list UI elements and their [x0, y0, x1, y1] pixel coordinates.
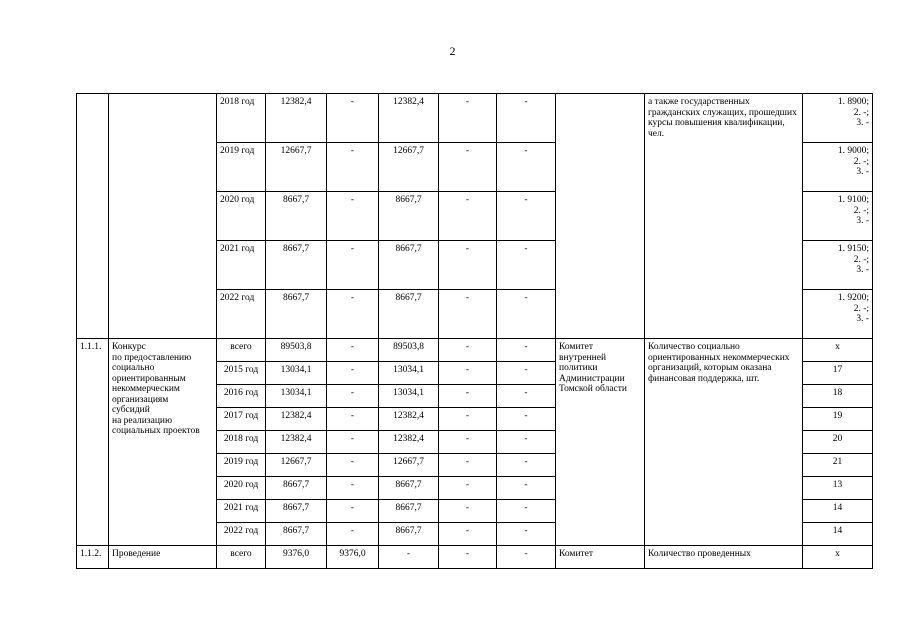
cell-local: - — [439, 477, 497, 500]
cell-local: - — [439, 546, 497, 569]
cell-number — [77, 94, 109, 339]
cell-indicator-value: 20 — [803, 431, 873, 454]
cell-total: 9376,0 — [266, 546, 327, 569]
cell-extrabudget: - — [497, 362, 556, 385]
cell-extrabudget: - — [497, 339, 556, 362]
cell-total: 8667,7 — [266, 523, 327, 546]
cell-total: 12382,4 — [266, 408, 327, 431]
cell-federal: - — [327, 523, 379, 546]
cell-federal: - — [327, 290, 379, 339]
cell-local: - — [439, 241, 497, 290]
table-body — [77, 94, 873, 569]
cell-extrabudget: - — [497, 454, 556, 477]
cell-year: всего — [217, 546, 266, 569]
cell-local: - — [439, 500, 497, 523]
cell-federal: - — [327, 431, 379, 454]
cell-total: 12382,4 — [266, 431, 327, 454]
program-budget-table — [76, 93, 873, 569]
cell-year: 2022 год — [217, 290, 266, 339]
cell-year: 2015 год — [217, 362, 266, 385]
cell-federal: - — [327, 241, 379, 290]
cell-executor: Комитет внутренней политики Администрации Томской области — [556, 339, 645, 546]
cell-year: 2018 год — [217, 431, 266, 454]
cell-year: всего — [217, 339, 266, 362]
cell-federal: - — [327, 500, 379, 523]
cell-local: - — [439, 454, 497, 477]
cell-local: - — [439, 143, 497, 192]
cell-regional: 8667,7 — [379, 192, 439, 241]
cell-extrabudget: - — [497, 94, 556, 143]
cell-federal: - — [327, 477, 379, 500]
cell-local: - — [439, 523, 497, 546]
cell-name: Проведение — [109, 546, 217, 569]
cell-year: 2017 год — [217, 408, 266, 431]
cell-extrabudget: - — [497, 477, 556, 500]
cell-extrabudget: - — [497, 143, 556, 192]
cell-federal: - — [327, 339, 379, 362]
cell-regional: 89503,8 — [379, 339, 439, 362]
table-row — [77, 94, 873, 143]
cell-local: - — [439, 94, 497, 143]
cell-extrabudget: - — [497, 500, 556, 523]
cell-regional: 12667,7 — [379, 454, 439, 477]
cell-regional: 8667,7 — [379, 477, 439, 500]
cell-year: 2021 год — [217, 500, 266, 523]
cell-name — [109, 94, 217, 339]
cell-total: 8667,7 — [266, 290, 327, 339]
cell-executor: Комитет — [556, 546, 645, 569]
page-number: 2 — [449, 44, 456, 58]
cell-local: - — [439, 339, 497, 362]
cell-total: 12667,7 — [266, 454, 327, 477]
cell-extrabudget: - — [497, 546, 556, 569]
cell-extrabudget: - — [497, 192, 556, 241]
cell-year: 2020 год — [217, 477, 266, 500]
cell-local: - — [439, 192, 497, 241]
cell-federal: - — [327, 362, 379, 385]
cell-year: 2022 год — [217, 523, 266, 546]
table-row — [77, 546, 873, 569]
cell-regional: 13034,1 — [379, 362, 439, 385]
cell-federal: - — [327, 94, 379, 143]
cell-number: 1.1.2. — [77, 546, 109, 569]
cell-federal: - — [327, 192, 379, 241]
cell-regional: 13034,1 — [379, 385, 439, 408]
cell-indicator-value: 19 — [803, 408, 873, 431]
cell-total: 12667,7 — [266, 143, 327, 192]
cell-regional: 8667,7 — [379, 241, 439, 290]
cell-total: 13034,1 — [266, 362, 327, 385]
cell-indicator-value: 13 — [803, 477, 873, 500]
cell-regional: 12382,4 — [379, 94, 439, 143]
cell-total: 13034,1 — [266, 385, 327, 408]
cell-number: 1.1.1. — [77, 339, 109, 546]
cell-local: - — [439, 431, 497, 454]
cell-indicator: Количество социально ориентированных некоммерческих организаций, которым оказана финансовая поддержка, шт. — [645, 339, 803, 546]
cell-indicator-value: 21 — [803, 454, 873, 477]
cell-indicator-value: 14 — [803, 523, 873, 546]
cell-indicator-value: 17 — [803, 362, 873, 385]
cell-extrabudget: - — [497, 408, 556, 431]
cell-federal: - — [327, 408, 379, 431]
cell-total: 12382,4 — [266, 94, 327, 143]
cell-indicator: а также государственных гражданских служащих, прошедших курсы повышения квалификации, чел. — [645, 94, 803, 339]
cell-indicator-value: 1. 9100; 2. -; 3. - — [803, 192, 873, 241]
cell-indicator-value: 1. 9150; 2. -; 3. - — [803, 241, 873, 290]
cell-local: - — [439, 385, 497, 408]
cell-year: 2019 год — [217, 143, 266, 192]
cell-year: 2021 год — [217, 241, 266, 290]
cell-extrabudget: - — [497, 523, 556, 546]
cell-federal: - — [327, 454, 379, 477]
cell-indicator-value: 14 — [803, 500, 873, 523]
cell-regional: 8667,7 — [379, 500, 439, 523]
cell-total: 8667,7 — [266, 241, 327, 290]
cell-indicator-value: 18 — [803, 385, 873, 408]
cell-total: 8667,7 — [266, 477, 327, 500]
cell-local: - — [439, 290, 497, 339]
cell-indicator-value: х — [803, 546, 873, 569]
cell-federal: 9376,0 — [327, 546, 379, 569]
cell-extrabudget: - — [497, 241, 556, 290]
cell-regional: 12382,4 — [379, 431, 439, 454]
cell-extrabudget: - — [497, 385, 556, 408]
cell-total: 8667,7 — [266, 192, 327, 241]
cell-year: 2020 год — [217, 192, 266, 241]
table-row — [77, 339, 873, 362]
cell-indicator-value: 1. 8900; 2. -; 3. - — [803, 94, 873, 143]
cell-year: 2016 год — [217, 385, 266, 408]
cell-regional: 8667,7 — [379, 523, 439, 546]
cell-regional: 12667,7 — [379, 143, 439, 192]
cell-local: - — [439, 408, 497, 431]
cell-regional: 12382,4 — [379, 408, 439, 431]
cell-executor — [556, 94, 645, 339]
cell-regional: - — [379, 546, 439, 569]
cell-indicator: Количество проведенных — [645, 546, 803, 569]
cell-total: 8667,7 — [266, 500, 327, 523]
cell-extrabudget: - — [497, 431, 556, 454]
cell-year: 2018 год — [217, 94, 266, 143]
cell-federal: - — [327, 143, 379, 192]
cell-federal: - — [327, 385, 379, 408]
cell-indicator-value: 1. 9000; 2. -; 3. - — [803, 143, 873, 192]
cell-indicator-value: х — [803, 339, 873, 362]
cell-extrabudget: - — [497, 290, 556, 339]
cell-name: Конкурс по предоставлению социально ориентированным некоммерческим организациям субсидий на реализацию социальных проектов — [109, 339, 217, 546]
cell-total: 89503,8 — [266, 339, 327, 362]
cell-local: - — [439, 362, 497, 385]
cell-indicator-value: 1. 9200; 2. -; 3. - — [803, 290, 873, 339]
cell-year: 2019 год — [217, 454, 266, 477]
cell-regional: 8667,7 — [379, 290, 439, 339]
